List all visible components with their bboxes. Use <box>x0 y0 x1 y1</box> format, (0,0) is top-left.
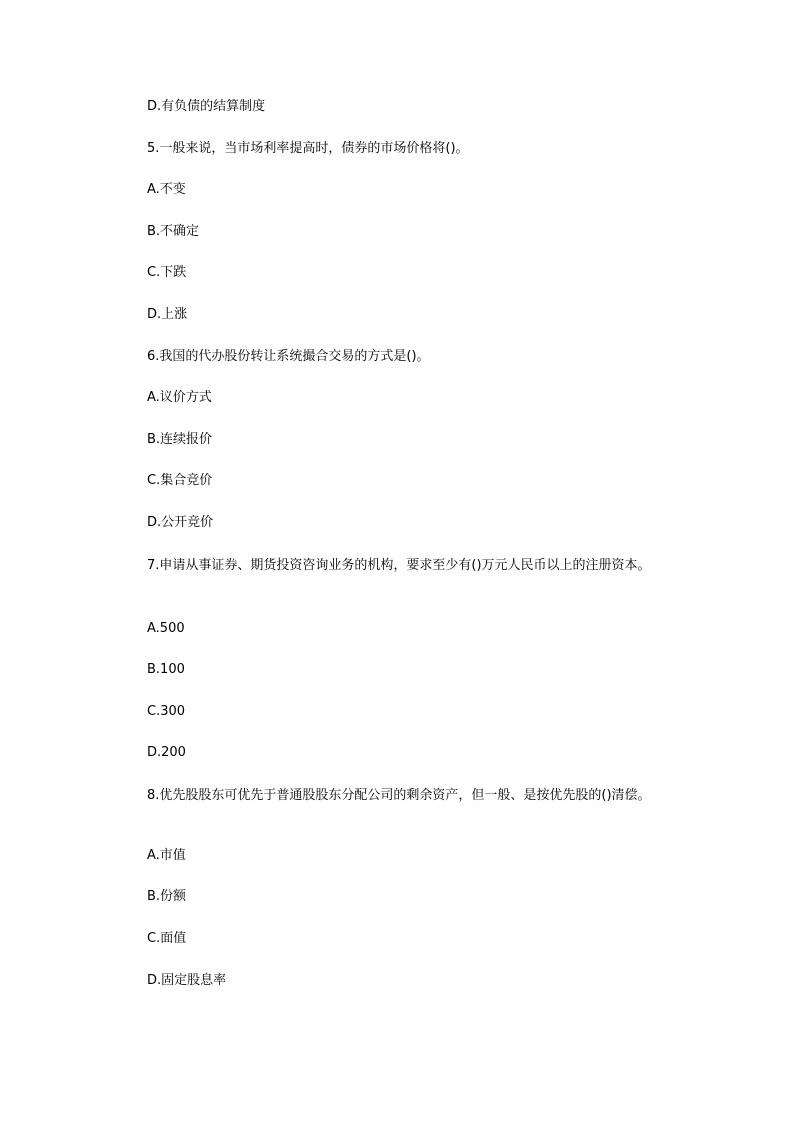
question-6-text: 6.我国的代办股份转让系统撮合交易的方式是()。 <box>147 349 430 364</box>
question-8-option-d: D.固定股息率 <box>147 973 227 988</box>
question-8-text: 8.优先股股东可优先于普通股股东分配公司的剩余资产，但一般、是按优先股的()清偿。 <box>147 788 651 803</box>
question-6-option-d: D.公开竞价 <box>147 515 214 530</box>
question-8-option-b: B.份额 <box>147 889 187 904</box>
option-d-previous: D.有负债的结算制度 <box>147 99 266 114</box>
question-7-option-b: B.100 <box>147 662 185 677</box>
question-5-option-b: B.不确定 <box>147 224 200 239</box>
question-8-option-c: C.面值 <box>147 931 187 946</box>
question-6-option-c: C.集合竞价 <box>147 473 213 488</box>
question-6-option-a: A.议价方式 <box>147 390 212 405</box>
question-7-option-d: D.200 <box>147 745 186 760</box>
question-7-option-a: A.500 <box>147 621 185 636</box>
question-5-option-c: C.下跌 <box>147 265 187 280</box>
question-6-option-b: B.连续报价 <box>147 432 213 447</box>
question-7-text: 7.申请从事证券、期货投资咨询业务的机构，要求至少有()万元人民币以上的注册资本。 <box>147 558 651 573</box>
question-7-option-c: C.300 <box>147 704 186 719</box>
question-5-option-a: A.不变 <box>147 182 186 197</box>
question-5-option-d: D.上涨 <box>147 307 188 322</box>
question-8-option-a: A.市值 <box>147 848 186 863</box>
question-5-text: 5.一般来说，当市场利率提高时，债券的市场价格将()。 <box>147 141 469 156</box>
